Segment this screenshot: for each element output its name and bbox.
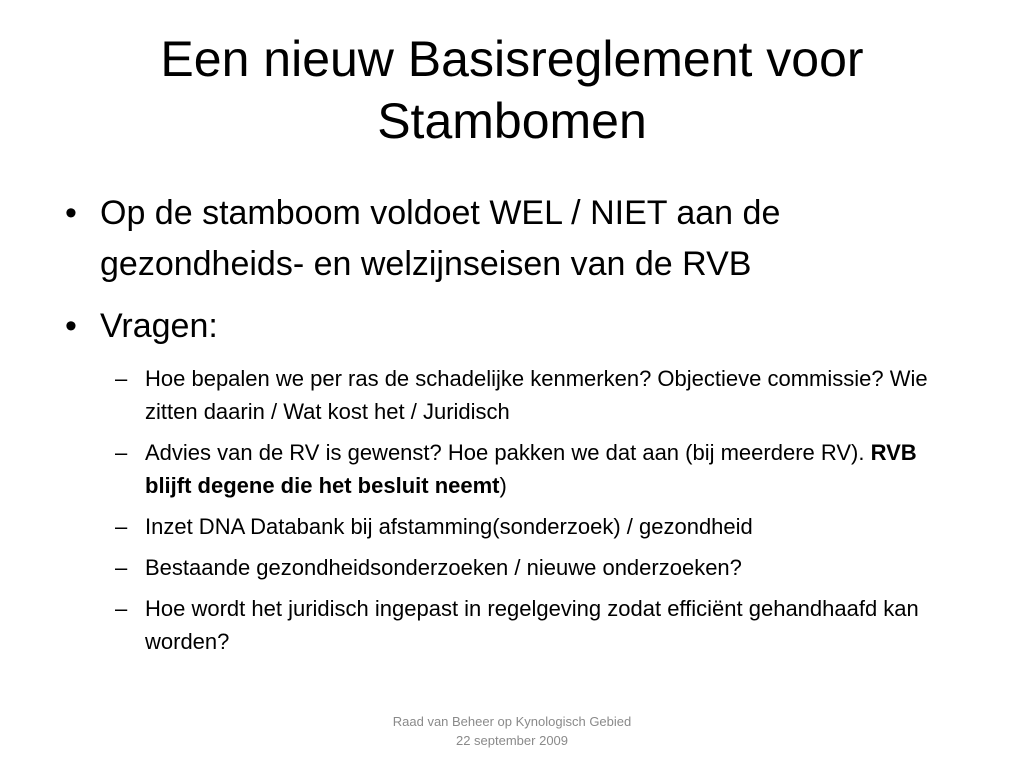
sub-bullet-item bbox=[60, 551, 960, 584]
bullet-icon: • bbox=[65, 307, 77, 345]
sub-bullet-text: Hoe bepalen we per ras de schadelijke kenmerken? Objectieve commissie? Wie zitten daarin / Wat kost het / Juridisch bbox=[145, 366, 928, 424]
sub-bullet-item bbox=[60, 510, 960, 543]
footer-organization: Raad van Beheer op Kynologisch Gebied bbox=[392, 714, 632, 729]
sub-bullet-text-part: Advies van de RV is gewenst? Hoe pakken we dat aan (bij meerdere RV). bbox=[145, 440, 871, 465]
sub-bullet-bold-text: RVB blijft degene die het besluit neemt bbox=[145, 440, 917, 498]
dash-icon: – bbox=[115, 366, 128, 391]
dash-icon: – bbox=[115, 514, 128, 539]
sub-bullet-text: Hoe wordt het juridisch ingepast in regelgeving zodat efficiënt gehandhaafd kan worden? bbox=[145, 596, 919, 654]
footer-date: 22 september 2009 bbox=[455, 733, 569, 748]
sub-bullet-list bbox=[60, 362, 960, 658]
bullet-item-text: Vragen: bbox=[100, 307, 218, 345]
bullet-item bbox=[60, 301, 960, 352]
bullet-item-text: Op de stamboom voldoet WEL / NIET aan de gezondheids- en welzijnseisen van de RVB bbox=[100, 194, 781, 283]
slide-footer bbox=[312, 712, 712, 750]
dash-icon: – bbox=[115, 555, 128, 580]
bullet-icon: • bbox=[65, 194, 77, 232]
bullet-item bbox=[60, 188, 960, 290]
sub-bullet-text bbox=[145, 440, 917, 498]
slide-title: Een nieuw Basisreglement voor Stambomen bbox=[160, 31, 864, 149]
sub-bullet-text-part: ) bbox=[499, 473, 507, 498]
dash-icon: – bbox=[115, 596, 128, 621]
dash-icon: – bbox=[115, 440, 128, 465]
sub-bullet-item bbox=[60, 592, 960, 658]
sub-bullet-item bbox=[60, 436, 960, 502]
slide-body bbox=[60, 188, 960, 666]
sub-bullet-text: Inzet DNA Databank bij afstamming(sonderzoek) / gezondheid bbox=[145, 514, 753, 539]
sub-bullet-item bbox=[60, 362, 960, 428]
sub-bullet-text: Bestaande gezondheidsonderzoeken / nieuwe onderzoeken? bbox=[145, 555, 742, 580]
